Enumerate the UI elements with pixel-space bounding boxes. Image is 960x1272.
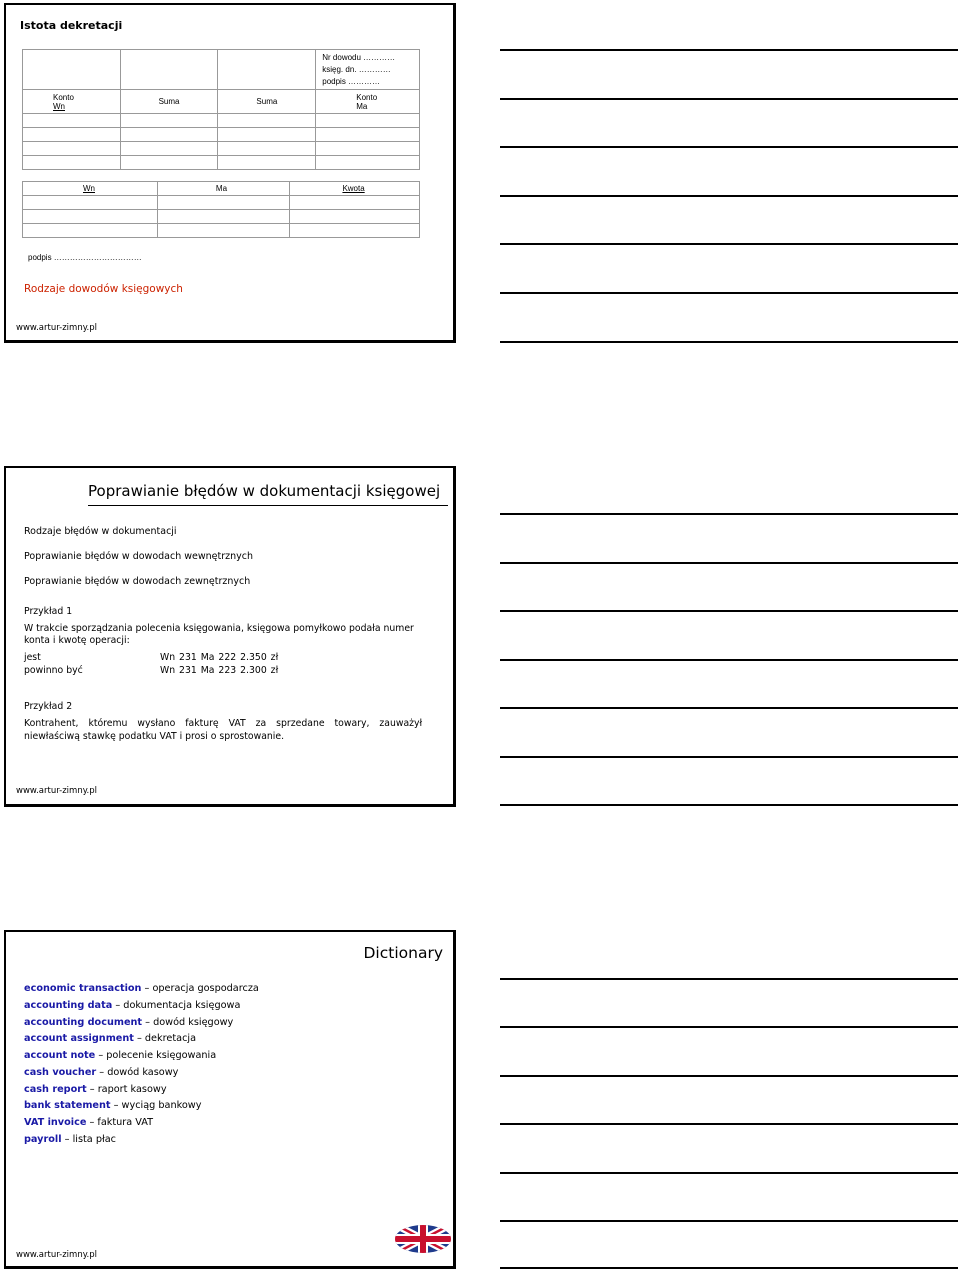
doc-info: Nr dowodu ………… księg. dn. ………… podpis ………… [316,50,420,90]
note-line [500,243,958,245]
item-dowody-zewnetrzne: Poprawianie błędów w dowodach zewnętrznych [24,576,251,587]
header-kwota: Kwota [290,182,420,196]
note-line [500,707,958,709]
example-2-text-cont: niewłaściwą stawkę podatku VAT i prosi o sprostowanie. [24,731,285,742]
dict-entry: cash voucher – dowód kasowy [24,1067,179,1078]
note-line [500,659,958,661]
slide-title: Istota dekretacji [20,19,123,32]
note-line [500,804,958,806]
note-line [500,1026,958,1028]
slide-dictionary [4,930,456,1269]
dict-entry: economic transaction – operacja gospodarcza [24,983,259,994]
note-line [500,978,958,980]
signature-line: podpis …………………………… [28,253,142,262]
note-line [500,195,958,197]
example-2-text: Kontrahent, któremu wysłano fakturę VAT za sprzedane towary, zauważył [24,718,423,729]
footer-url: www.artur-zimny.pl [16,786,97,796]
header-konto-ma: Konto Ma [316,90,420,114]
title-underline [88,505,448,506]
account-table [22,49,420,170]
dict-entry: accounting document – dowód księgowy [24,1017,234,1028]
slide-title: Poprawianie błędów w dokumentacji księgowej [88,482,441,500]
link-rodzaje-dowodow[interactable]: Rodzaje dowodów księgowych [24,283,183,295]
note-line [500,610,958,612]
note-line [500,756,958,758]
row-powinno-label: powinno być [24,665,83,676]
uk-flag-icon [394,1224,452,1254]
footer-url: www.artur-zimny.pl [16,323,97,333]
item-dowody-wewnetrzne: Poprawianie błędów w dowodach wewnętrznych [24,551,254,562]
dict-entry: VAT invoice – faktura VAT [24,1117,154,1128]
example-1-text: W trakcie sporządzania polecenia księgowania, księgowa pomyłkowo podała numer [24,623,414,634]
dict-entry: payroll – lista płac [24,1134,116,1145]
dict-entry: cash report – raport kasowy [24,1084,167,1095]
header-konto-wn: Konto Wn [23,90,121,114]
note-line [500,98,958,100]
note-line [500,1220,958,1222]
note-line [500,1267,958,1269]
dict-entry: bank statement – wyciąg bankowy [24,1100,202,1111]
example-1-text-cont: konta i kwotę operacji: [24,635,130,646]
note-line [500,1075,958,1077]
note-line [500,292,958,294]
note-line [500,1172,958,1174]
example-1-title: Przykład 1 [24,606,73,617]
header-ma: Ma [157,182,290,196]
example-2-title: Przykład 2 [24,701,73,712]
dict-entry: account note – polecenie księgowania [24,1050,217,1061]
footer-url: www.artur-zimny.pl [16,1250,97,1260]
dict-entry: accounting data – dokumentacja księgowa [24,1000,241,1011]
posting-table [22,181,420,238]
header-suma-1: Suma [120,90,218,114]
row-jest-value: Wn 231 Ma 222 2.350 zł [160,652,279,663]
slide-istota-dekretacji [4,3,456,343]
header-suma-2: Suma [218,90,316,114]
note-line [500,1123,958,1125]
row-powinno-value: Wn 231 Ma 223 2.300 zł [160,665,279,676]
header-wn: Wn [23,182,158,196]
dict-entry: account assignment – dekretacja [24,1033,197,1044]
note-line [500,562,958,564]
note-line [500,146,958,148]
note-line [500,513,958,515]
slide-poprawianie-bledow [4,466,456,807]
note-line [500,49,958,51]
item-rodzaje-bledow: Rodzaje błędów w dokumentacji [24,526,177,537]
note-line [500,341,958,343]
slide-title: Dictionary [363,944,443,962]
row-jest-label: jest [24,652,41,663]
